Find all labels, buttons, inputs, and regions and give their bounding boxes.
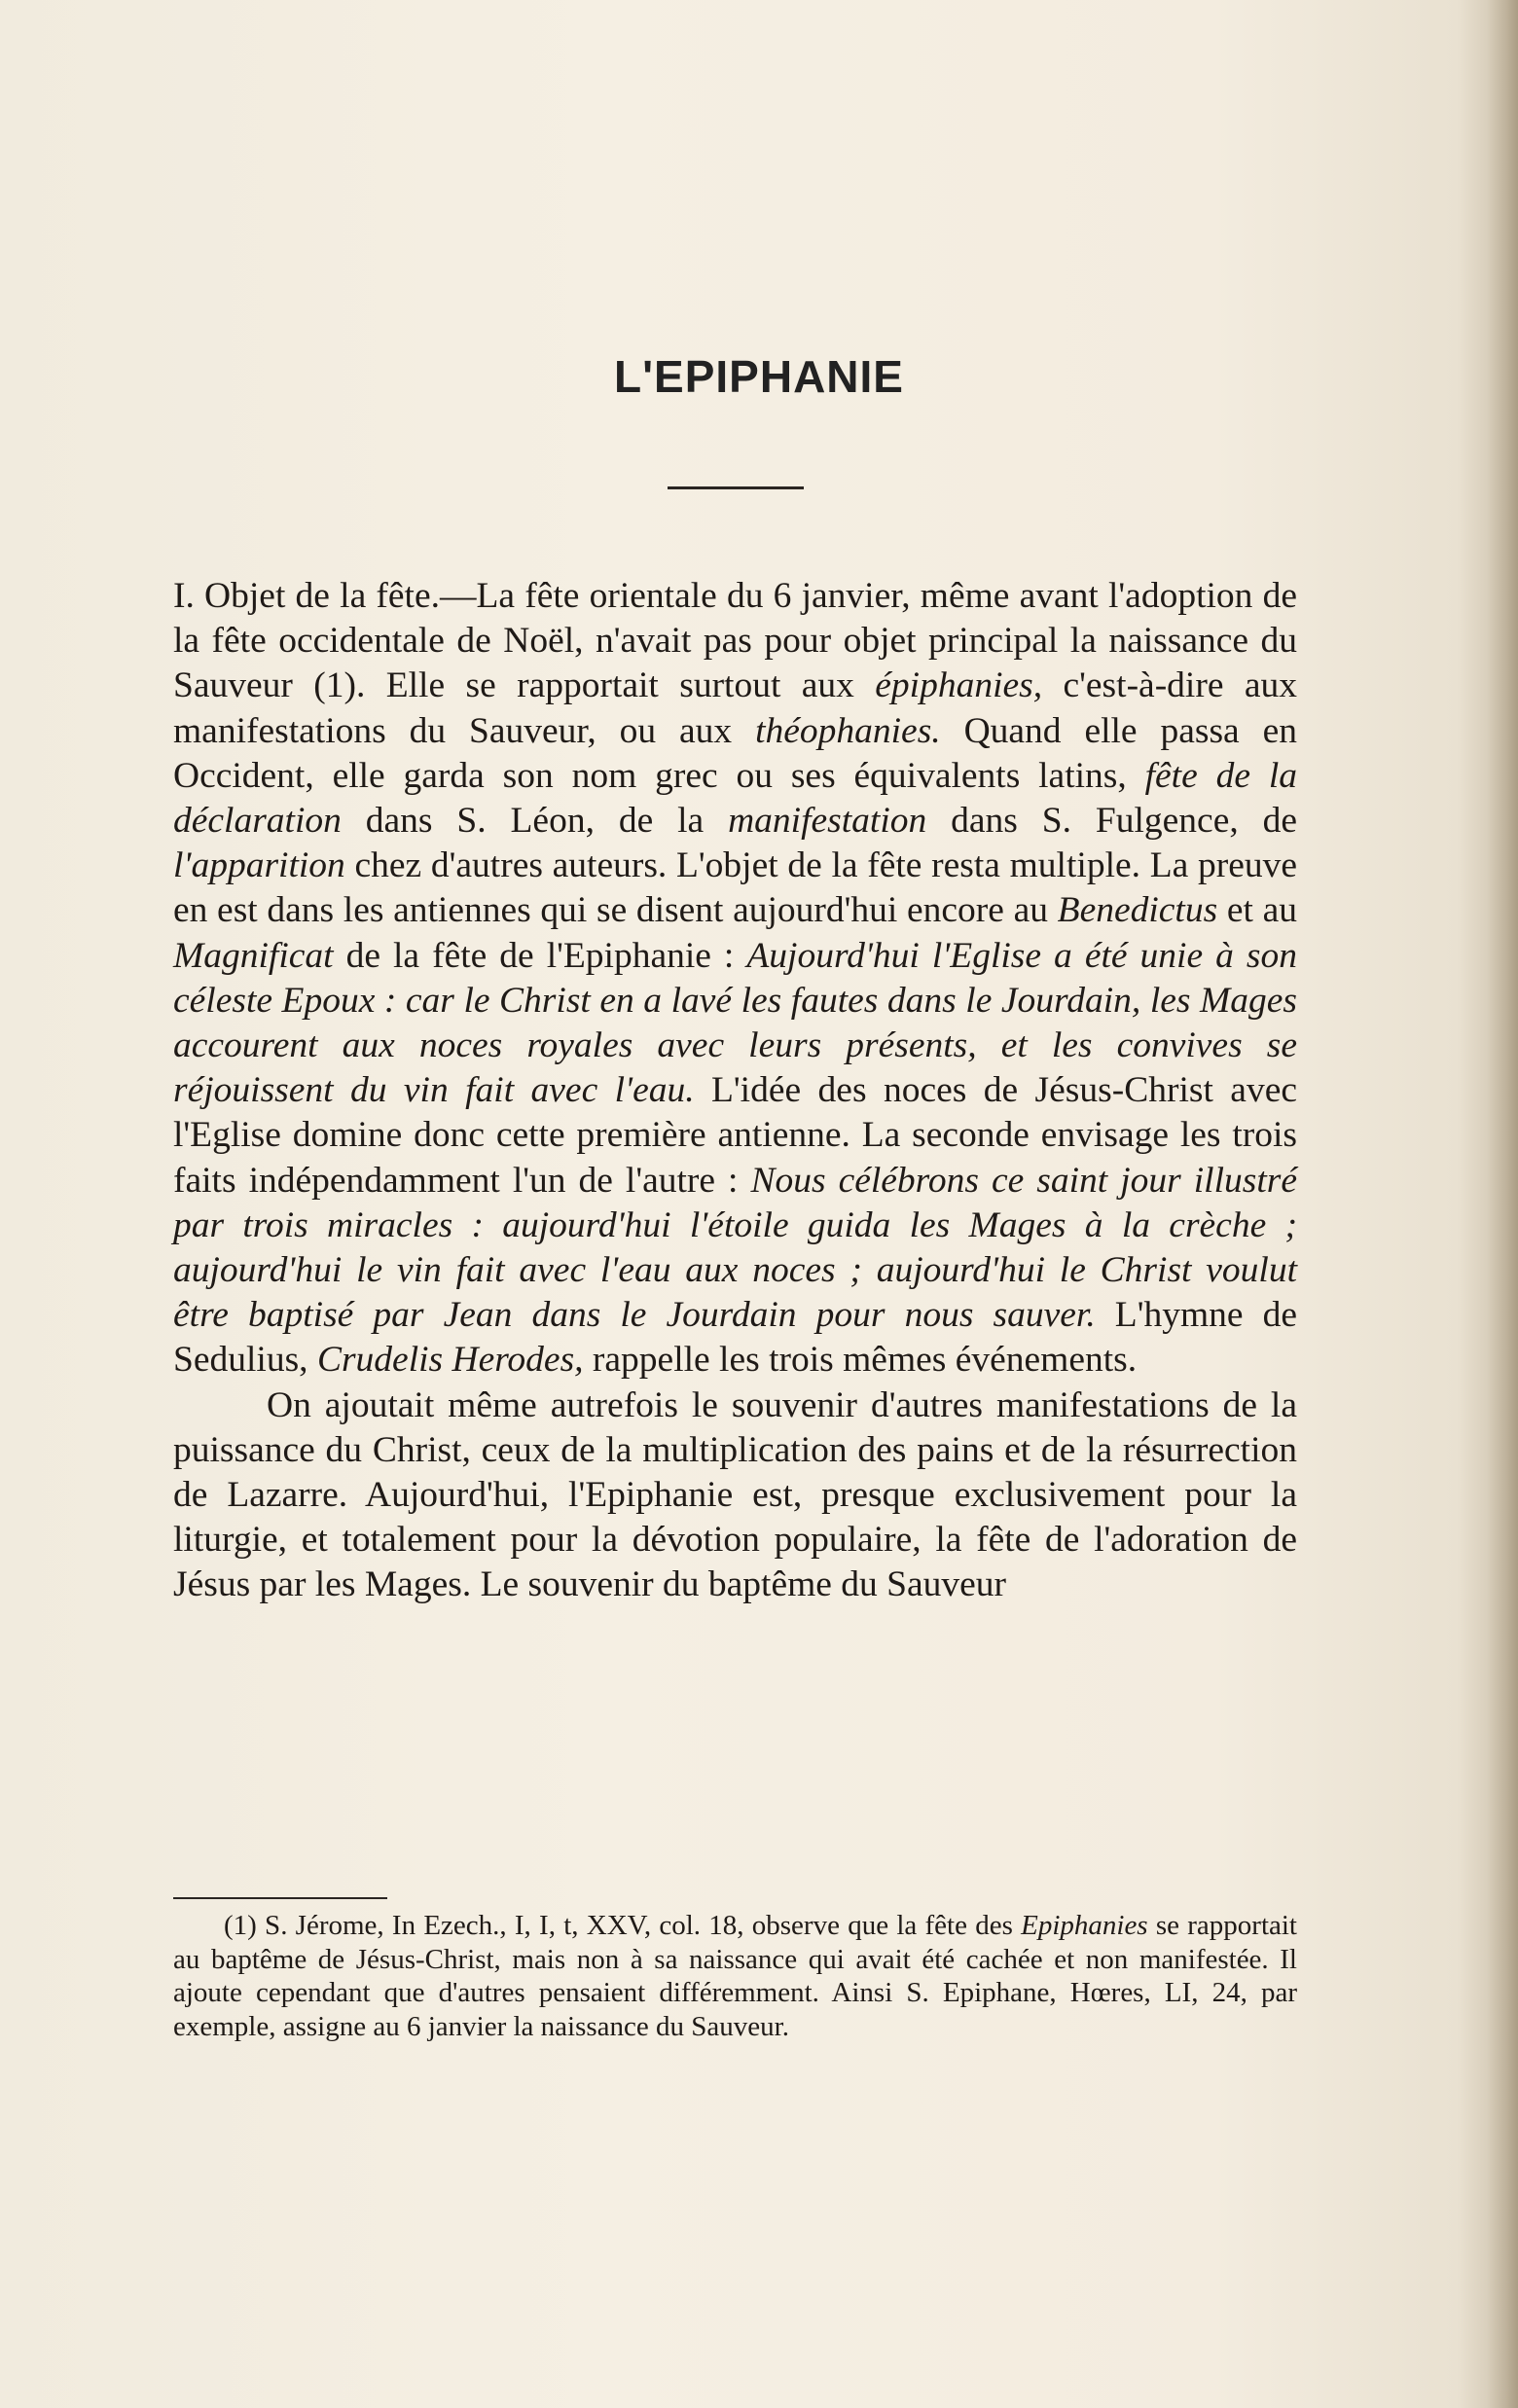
title-rule (668, 486, 804, 489)
p1-italic-5: l'apparition (173, 845, 345, 886)
p1-italic-7: Magnificat (173, 935, 334, 976)
footnote-paragraph (173, 1909, 1297, 2043)
p1-text-10: L'hymne de Sedulius, (173, 1295, 1297, 1381)
p1-italic-9: Nous célébrons ce saint jour illustré par trois miracles : aujourd'hui l'étoile guida les Mages à la crèche ; aujourd'hui le vin fait avec l'eau aux noces ; aujourd'hui le Christ voulut être baptisé par Jean dans le Jourdain pour nous sauver. (173, 1160, 1297, 1336)
fn-text-1: (1) S. Jérome, In Ezech., I, I, t, XXV, col. 18, observe que la fête des (224, 1910, 1022, 1941)
p1-text-9: L'idée des noces de Jésus-Christ avec l'Eglise domine donc cette première antienne. La seconde envisage les trois faits indépendamment l'un de l'autre : (173, 1070, 1297, 1201)
p1-text-6: chez d'autres auteurs. L'objet de la fête resta multiple. La preuve en est dans les antiennes qui se disent aujourd'hui encore au (173, 845, 1297, 931)
fn-italic-1: Epiphanies (1021, 1910, 1148, 1941)
p1-italic-3: fête de la déclaration (173, 755, 1297, 842)
p1-text-2: c'est-à-dire aux manifestations du Sauveur, ou aux (173, 665, 1297, 751)
p1-italic-6: Benedictus (1057, 890, 1218, 931)
p1-text-4: dans S. Léon, de la (341, 801, 729, 842)
paragraph-2: On ajoutait même autrefois le souvenir d'autres manifestations de la puissance du Christ, ceux de la multiplication des pains et de la résurrection de Lazarre. Aujourd'hui, l'Epiphanie est, presque exclusivement pour la liturgie, et totalement pour la dévotion populaire, la fête de l'adoration de Jésus par les Mages. Le souvenir du baptême du Sauveur (173, 1384, 1297, 1605)
fn-text-2: se rapportait au baptême de Jésus-Christ, mais non à sa naissance qui avait été cachée et non manifestée. Il ajoute cependant que d'autres pensaient différemment. Ainsi S. Epiphane, Hœres, LI, 24, par exemple, assigne au 6 janvier la naissance du Sauveur. (173, 1910, 1297, 2042)
p1-text-1: I. Objet de la fête.—La fête orientale du 6 janvier, même avant l'adoption de la fête occidentale de Noël, n'avait pas pour objet principal la naissance du Sauveur (1). Elle se rapportait surtout aux (173, 576, 1297, 706)
p1-italic-10: Crudelis Herodes, (316, 1340, 584, 1381)
page-title: L'EPIPHANIE (614, 351, 904, 402)
p1-text-5: dans S. Fulgence, de (926, 801, 1297, 842)
body-text (173, 574, 1297, 1608)
p1-italic-8: Aujourd'hui l'Eglise a été unie à son céleste Epoux : car le Christ en a lavé les fautes dans le Jourdain, les Mages accourent aux noces royales avec leurs présents, et les convives se réjouissent du vin fait avec l'eau. (173, 935, 1297, 1111)
p1-text-3: Quand elle passa en Occident, elle garda son nom grec ou ses équivalents latins, (173, 710, 1297, 796)
p1-text-8: de la fête de l'Epiphanie : (333, 935, 747, 976)
p1-italic-2: théophanies. (755, 710, 941, 751)
paragraph-1 (173, 574, 1297, 1384)
footnote-rule (173, 1897, 387, 1899)
p1-text-11: rappelle les trois mêmes événements. (583, 1340, 1138, 1381)
footnote (173, 1909, 1297, 2043)
p1-italic-1: épiphanies, (875, 665, 1043, 706)
p1-italic-4: manifestation (728, 801, 927, 842)
p1-text-7: et au (1217, 890, 1297, 931)
